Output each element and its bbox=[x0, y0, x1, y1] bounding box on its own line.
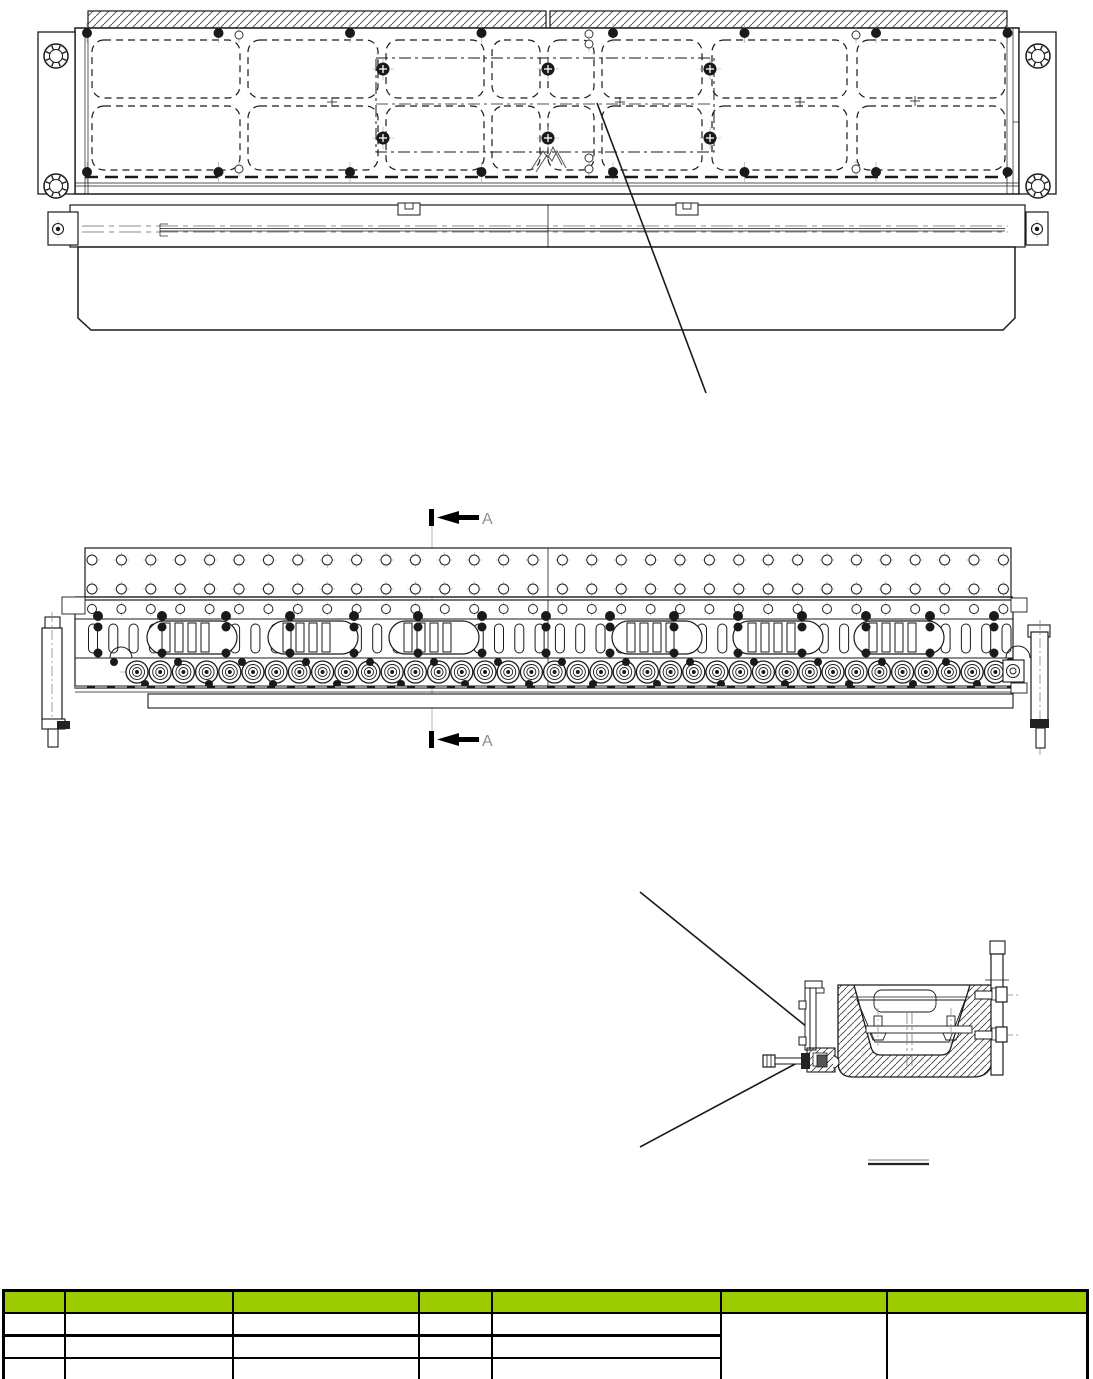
table-cell bbox=[233, 1336, 419, 1359]
table-cell bbox=[492, 1313, 721, 1336]
section-label-top: A bbox=[482, 511, 493, 528]
section-label-underline bbox=[868, 1160, 929, 1164]
table-cell bbox=[4, 1313, 65, 1336]
table-cell bbox=[419, 1358, 492, 1379]
table-header-cell bbox=[419, 1291, 492, 1314]
leader-line-lower bbox=[640, 1063, 797, 1147]
table-cell bbox=[65, 1313, 233, 1336]
table-cell bbox=[419, 1336, 492, 1359]
table-header-cell bbox=[233, 1291, 419, 1314]
tray-outline bbox=[78, 247, 1015, 330]
section-view bbox=[640, 892, 1018, 1164]
hatched-strip-left bbox=[88, 11, 546, 28]
table-header-cell bbox=[65, 1291, 233, 1314]
table-cell bbox=[65, 1358, 233, 1379]
table-cell bbox=[492, 1358, 721, 1379]
table-header-row bbox=[4, 1291, 1088, 1314]
table-cell bbox=[4, 1336, 65, 1359]
section-cut-marker-bottom bbox=[429, 731, 493, 750]
title-block bbox=[2, 1289, 1086, 1379]
parts-table bbox=[2, 1289, 1089, 1379]
table-cell bbox=[233, 1358, 419, 1379]
table-cell bbox=[492, 1336, 721, 1359]
left-hanger-bracket bbox=[42, 612, 70, 750]
right-hanger-bracket bbox=[1028, 620, 1050, 755]
table-merged-cell bbox=[721, 1313, 887, 1379]
pan-pocket bbox=[874, 990, 936, 1012]
table-cell bbox=[4, 1358, 65, 1379]
section-label-bottom: A bbox=[482, 733, 493, 750]
plan-view bbox=[38, 11, 1056, 393]
table-merged-cell bbox=[887, 1313, 1088, 1379]
clamp-assembly bbox=[763, 981, 839, 1072]
leader-line-upper bbox=[640, 892, 807, 1027]
table-cell bbox=[233, 1313, 419, 1336]
lower-plate bbox=[148, 694, 1013, 708]
table-header-cell bbox=[4, 1291, 65, 1314]
front-view bbox=[42, 509, 1050, 755]
table-header-cell bbox=[492, 1291, 721, 1314]
hatched-strip-right bbox=[550, 11, 1007, 28]
table-header-cell bbox=[721, 1291, 887, 1314]
table-row bbox=[4, 1313, 1088, 1336]
table-header-cell bbox=[887, 1291, 1088, 1314]
rail-band bbox=[48, 203, 1048, 247]
table-cell bbox=[65, 1336, 233, 1359]
section-cut-marker-top bbox=[429, 509, 493, 528]
table-cell bbox=[419, 1313, 492, 1336]
